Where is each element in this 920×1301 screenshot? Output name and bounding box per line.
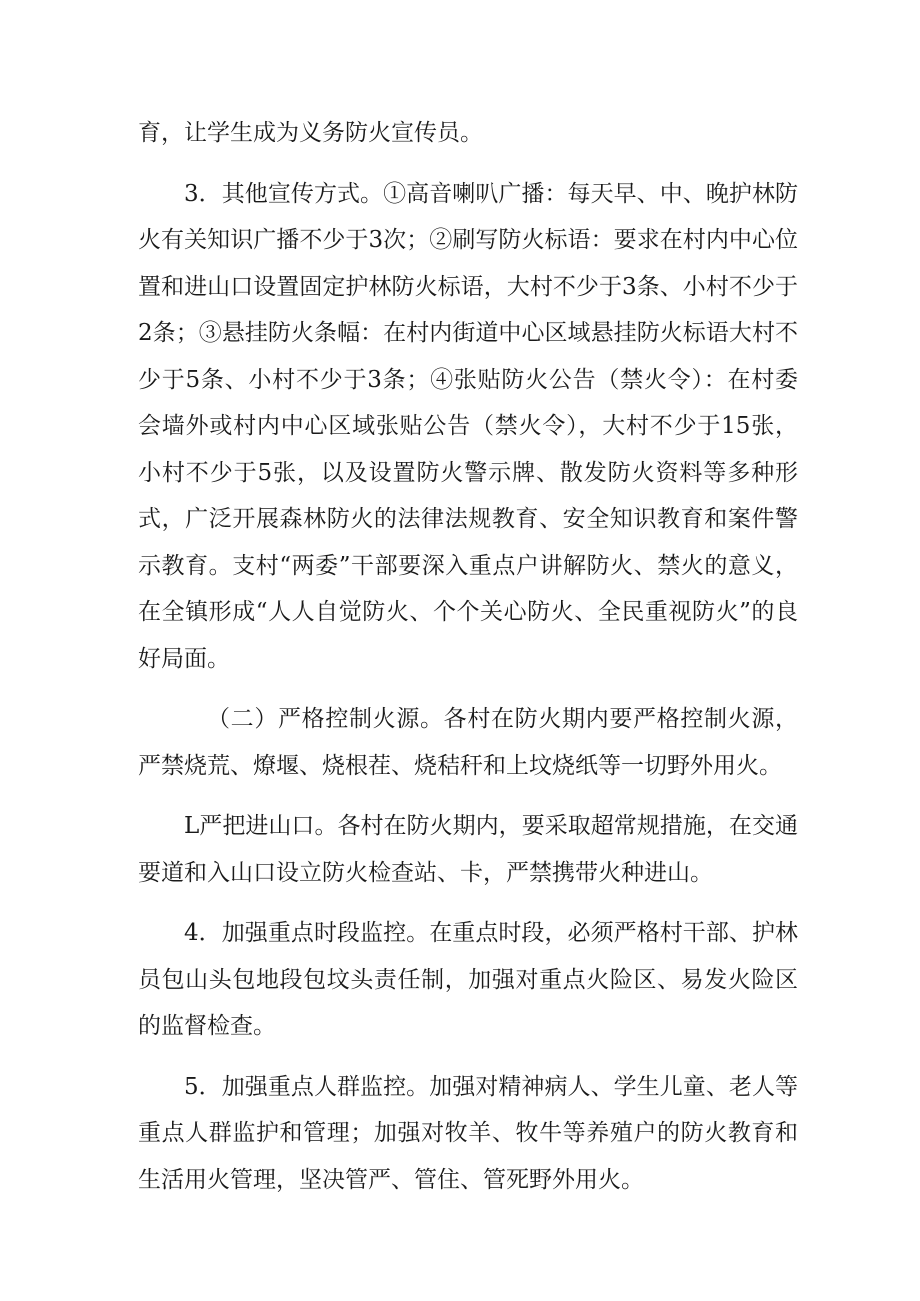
paragraph-continuation: 育，让学生成为义务防火宣传员。 (138, 120, 483, 146)
paragraph-other-publicity-methods: 3．其他宣传方式。①高音喇叭广播：每天早、中、晚护林防火有关知识广播不少于3次；②刷写防火标语：要求在村内中心位置和进山口设置固定护林防火标语，大村不少于3条、小村不少于2条；③悬挂防火条幅：在村内街道中心区域悬挂防火标语大村不少于5条、小村不少于3条；④张贴防火公告（禁火令）：在村委会墙外或村内中心区域张贴公告（禁火令），大村不少于15张，小村不少于5张，以及设置防火警示牌、散发防火资料等多种形式，广泛开展森林防火的法律法规教育、安全知识教育和案件警示教育。支村“两委”干部要深入重点户讲解防火、禁火的意义，在全镇形成“人人自觉防火、个个关心防火、全民重视防火”的良好局面。 (138, 180, 798, 672)
paragraph-key-group-monitoring: 5．加强重点人群监控。加强对精神病人、学生儿童、老人等重点人群监护和管理；加强对牧羊、牧牛等养殖户的防火教育和生活用火管理，坚决管严、管住、管死野外用火。 (138, 1073, 798, 1193)
paragraph-mountain-entrance: L严把进山口。各村在防火期内，要采取超常规措施，在交通要道和入山口设立防火检查站、卡，严禁携带火种进山。 (138, 813, 798, 886)
document-body (138, 110, 798, 1203)
paragraph-key-period-monitoring: 4．加强重点时段监控。在重点时段，必须严格村干部、护林员包山头包地段包坟头责任制，加强对重点火险区、易发火险区的监督检查。 (138, 920, 798, 1039)
paragraph-control-fire-sources: （二）严格控制火源。各村在防火期内要严格控制火源，严禁烧荒、燎堰、烧根茬、烧秸秆和上坟烧纸等一切野外用火。 (138, 706, 798, 779)
